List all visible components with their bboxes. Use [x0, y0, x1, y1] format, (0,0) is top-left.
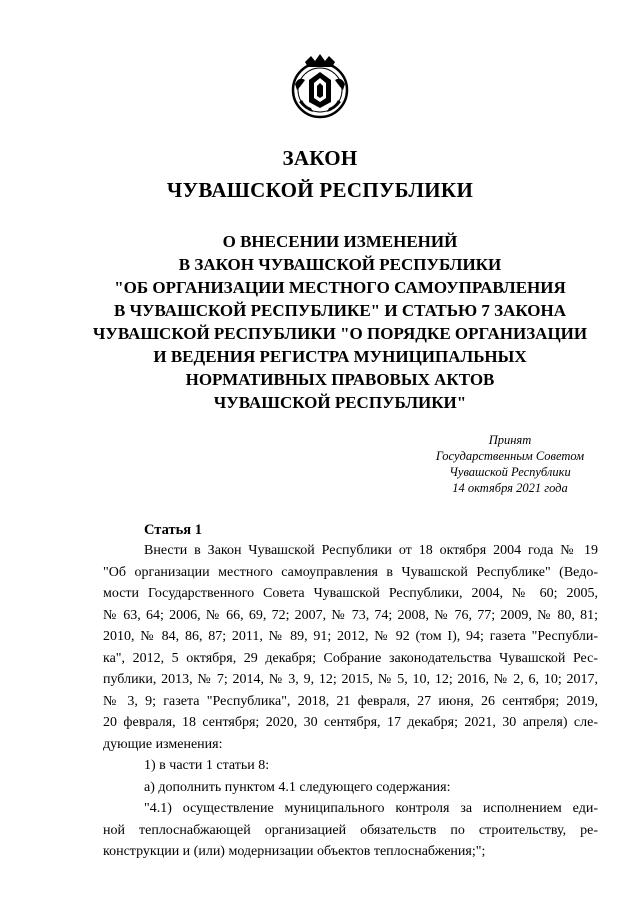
body-line: 2010, № 84, 86, 87; 2011, № 89, 91; 2012, № 92 (том I), 94; газета "Республи-	[103, 629, 598, 644]
law-subtitle	[60, 230, 620, 414]
adoption-date: 14 октября 2021 года	[452, 481, 568, 495]
body-line: а) дополнить пунктом 4.1 следующего содержания:	[144, 779, 451, 795]
adoption-line: Принят	[488, 433, 532, 447]
subtitle-line: ЧУВАШСКОЙ РЕСПУБЛИКИ "О ПОРЯДКЕ ОРГАНИЗАЦИИ	[92, 324, 588, 343]
body-line: 20 февраля, 18 сентября; 2020, 30 сентября, 17 декабря; 2021, 30 апреля) сле-	[103, 715, 598, 730]
subtitle-line: В ЗАКОН ЧУВАШСКОЙ РЕСПУБЛИКИ	[178, 255, 502, 274]
body-line: конструкции и (или) модернизации объектов теплоснабжения;";	[103, 844, 486, 859]
subtitle-line: И ВЕДЕНИЯ РЕГИСТРА МУНИЦИПАЛЬНЫХ	[153, 347, 527, 366]
adoption-note	[400, 432, 620, 496]
adoption-line: Государственным Советом	[435, 449, 585, 463]
body-line: публики, 2013, № 7; 2014, № 3, 9, 12; 2015, № 5, 10, 12; 2016, № 2, 6, 10; 2017,	[103, 672, 598, 687]
republic-title: ЧУВАШСКОЙ РЕСПУБЛИКИ	[166, 178, 474, 202]
article-title: Статья 1	[144, 522, 202, 538]
body-line: Внести в Закон Чувашской Республики от 18 октября 2004 года № 19	[144, 543, 598, 558]
body-line: "4.1) осуществление муниципального контроля за исполнением еди-	[144, 801, 598, 816]
body-line: "Об организации местного самоуправления в Чувашской Республике" (Ведо-	[103, 564, 598, 580]
body-line: ка", 2012, 5 октября, 29 декабря; Собрание законодательства Чувашской Рес-	[103, 650, 598, 666]
adoption-line: Чувашской Республики	[449, 465, 571, 479]
body-line: № 3, 9; газета "Республика", 2018, 21 февраля, 27 июня, 26 сентября; 2019,	[103, 693, 598, 709]
body-line: № 63, 64; 2006, № 66, 69, 72; 2007, № 73, 74; 2008, № 76, 77; 2009, № 80, 81;	[103, 607, 598, 623]
subtitle-line: ЧУВАШСКОЙ РЕСПУБЛИКИ"	[213, 393, 467, 412]
law-title: ЗАКОН	[282, 146, 358, 170]
subtitle-line: НОРМАТИВНЫХ ПРАВОВЫХ АКТОВ	[185, 370, 495, 389]
body-line: ной теплоснабжающей организацией обязательств по строительству, ре-	[103, 822, 598, 838]
coat-of-arms-icon	[285, 50, 355, 120]
subtitle-line: О ВНЕСЕНИИ ИЗМЕНЕНИЙ	[222, 232, 458, 251]
subtitle-line: В ЧУВАШСКОЙ РЕСПУБЛИКЕ" И СТАТЬЮ 7 ЗАКОНА	[113, 301, 566, 320]
body-line: мости Государственного Совета Чувашской Республики, 2004, № 60; 2005,	[103, 586, 598, 601]
body-line: 1) в части 1 статьи 8:	[144, 758, 270, 773]
article-body	[103, 540, 598, 863]
body-line: дующие изменения:	[103, 736, 223, 752]
subtitle-line: "ОБ ОРГАНИЗАЦИИ МЕСТНОГО САМОУПРАВЛЕНИЯ	[114, 278, 566, 297]
